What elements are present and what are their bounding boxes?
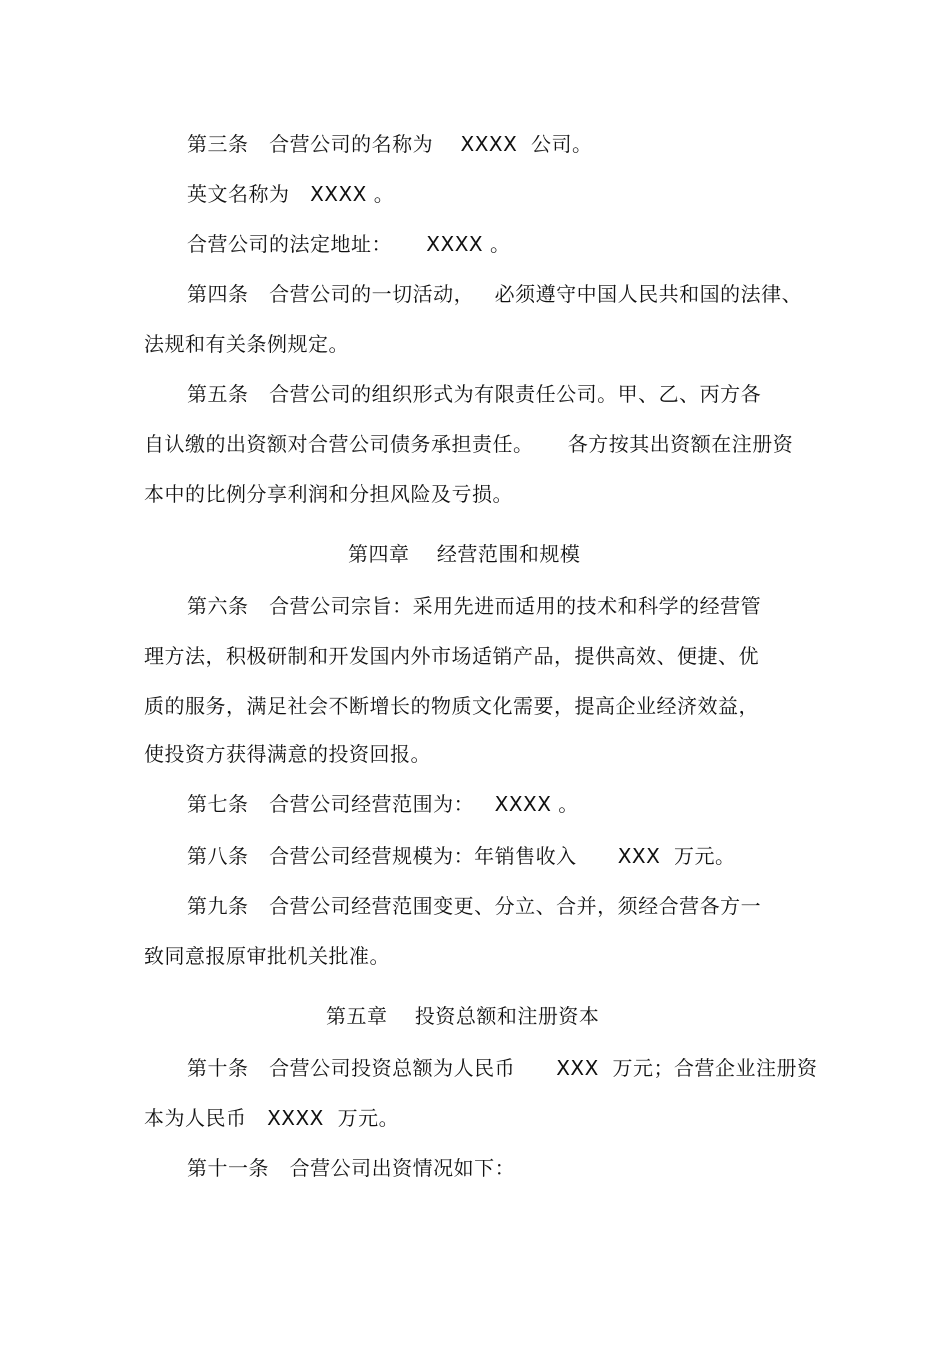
article-6-line-1: 第六条 合营公司宗旨：采用先进而适用的技术和科学的经营管 <box>187 594 762 618</box>
article-8-line: 第八条 合营公司经营规模为：年销售收入 XXX 万元。 <box>187 844 736 868</box>
article-5-line-1: 第五条 合营公司的组织形式为有限责任公司。甲、乙、丙方各 <box>187 382 762 406</box>
article-9-line-1: 第九条 合营公司经营范围变更、分立、合并，须经合营各方一 <box>187 894 762 918</box>
legal-address-line: 合营公司的法定地址： XXXX 。 <box>187 232 511 256</box>
article-4-line-2: 法规和有关条例规定。 <box>144 332 349 356</box>
article-10-line-1: 第十条 合营公司投资总额为人民币 XXX 万元；合营企业注册资 <box>187 1056 818 1080</box>
article-6-line-4: 使投资方获得满意的投资回报。 <box>144 742 431 766</box>
article-5-line-3: 本中的比例分享利润和分担风险及亏损。 <box>144 482 513 506</box>
article-3-name-line: 第三条 合营公司的名称为 XXXX 公司。 <box>187 132 593 156</box>
article-6-line-3: 质的服务，满足社会不断增长的物质文化需要，提高企业经济效益， <box>144 694 759 718</box>
article-10-line-2: 本为人民币 XXXX 万元。 <box>144 1106 400 1130</box>
english-name-line: 英文名称为 XXXX 。 <box>187 182 395 206</box>
article-5-line-2: 自认缴的出资额对合营公司债务承担责任。 各方按其出资额在注册资 <box>144 432 794 456</box>
article-11-line: 第十一条 合营公司出资情况如下： <box>187 1156 516 1180</box>
article-7-line: 第七条 合营公司经营范围为： XXXX 。 <box>187 792 579 816</box>
article-6-line-2: 理方法，积极研制和开发国内外市场适销产品，提供高效、便捷、优 <box>144 644 759 668</box>
article-4-line-1: 第四条 合营公司的一切活动， 必须遵守中国人民共和国的法律、 <box>187 282 803 306</box>
chapter-4-heading: 第四章 经营范围和规模 <box>348 542 581 566</box>
article-9-line-2: 致同意报原审批机关批准。 <box>144 944 390 968</box>
chapter-5-heading: 第五章 投资总额和注册资本 <box>326 1004 600 1028</box>
